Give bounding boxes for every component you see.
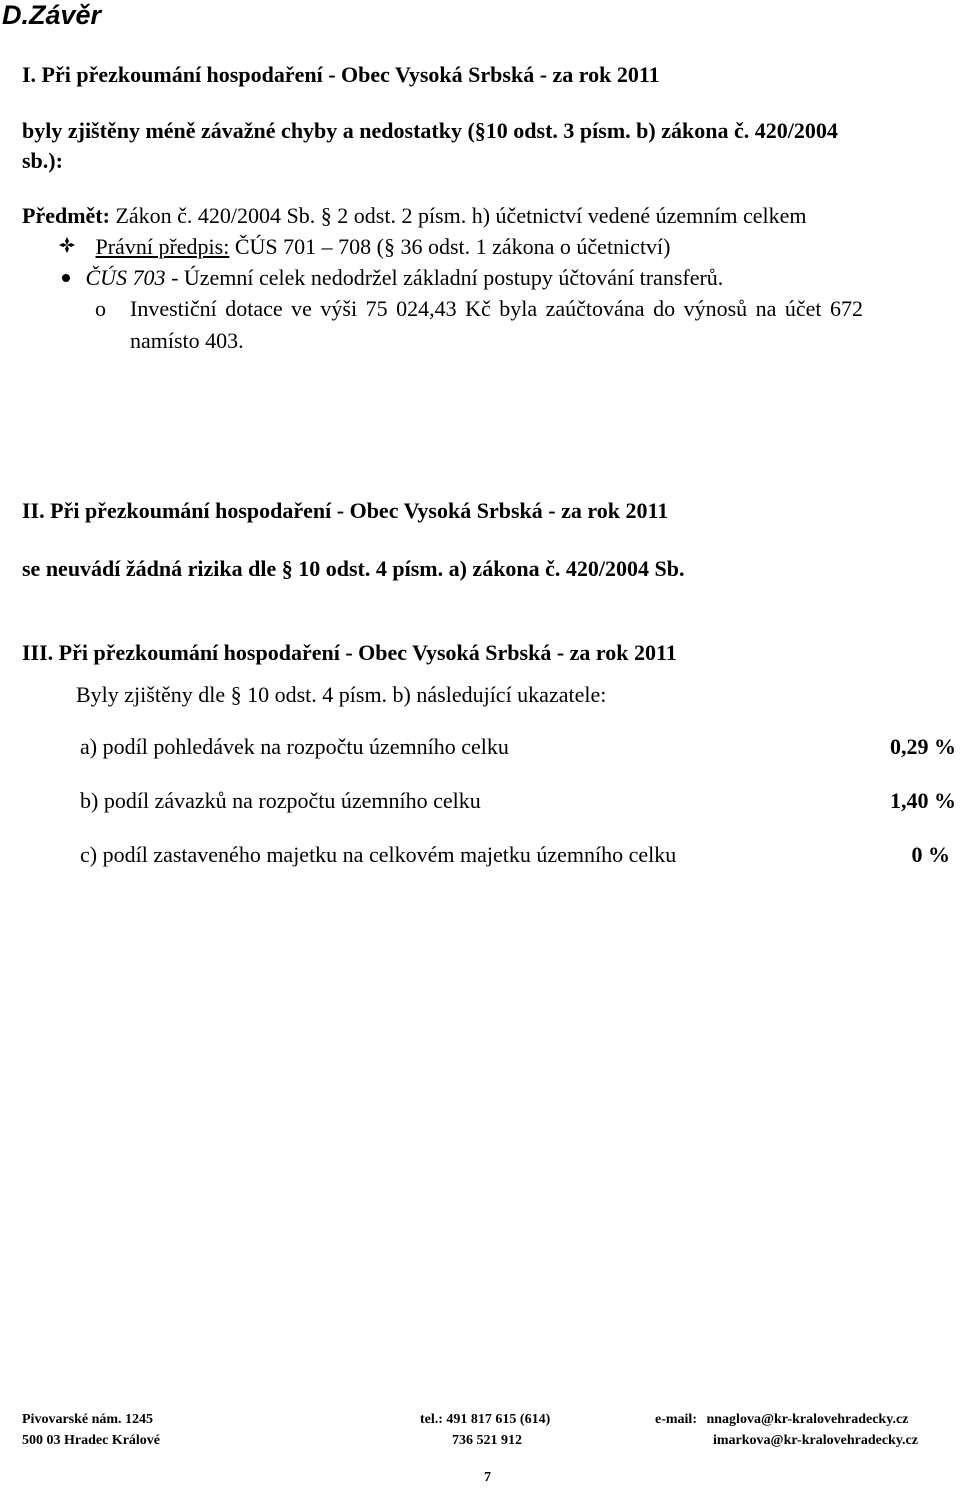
- indicator-label: b) podíl závazků na rozpočtu územního celku: [80, 788, 481, 813]
- section-1-finding-line2: sb.):: [22, 148, 63, 173]
- footer-address-2: 500 03 Hradec Králové: [22, 1433, 161, 1448]
- detail-marker: o: [95, 296, 106, 321]
- footer-tel-2: 736 521 912: [452, 1433, 522, 1448]
- legal-text: ČÚS 701 – 708 (§ 36 odst. 1 zákona o účetnictví): [234, 234, 671, 259]
- subject-label: Předmět:: [22, 203, 110, 228]
- indicator-label: c) podíl zastaveného majetku na celkovém majetku územního celku: [80, 842, 677, 867]
- diamond-bullet-icon: [58, 234, 80, 260]
- bullet-icon: [62, 274, 70, 282]
- indicator-value: 1,40 %: [890, 788, 956, 813]
- section-1-finding-line1: byly zjištěny méně závažné chyby a nedostatky (§10 odst. 3 písm. b) zákona č. 420/2004: [22, 118, 838, 143]
- indicator-label: a) podíl pohledávek na rozpočtu územního celku: [80, 734, 509, 759]
- indicator-row: [80, 842, 950, 868]
- cus-line: [62, 265, 723, 291]
- footer-email-2[interactable]: imarkova@kr-kralovehradecky.cz: [713, 1433, 918, 1448]
- cus-text: - Územní celek nedodržel základní postupy účtování transferů.: [165, 265, 724, 290]
- detail-line1-wrap: [130, 296, 955, 322]
- section-3-intro: Byly zjištěny dle § 10 odst. 4 písm. b) následující ukazatele:: [76, 682, 607, 707]
- footer-email-1[interactable]: nnaglova@kr-kralovehradecky.cz: [706, 1412, 909, 1427]
- cus-italic: ČÚS 703: [85, 265, 166, 290]
- indicator-value: 0 %: [911, 842, 950, 867]
- indicator-row: [80, 734, 956, 760]
- legal-line: [58, 234, 671, 260]
- subject-text: Zákon č. 420/2004 Sb. § 2 odst. 2 písm. h) účetnictví vedené územním celkem: [115, 203, 807, 228]
- page-heading: D.Závěr: [2, 0, 102, 30]
- subject-line: [22, 203, 806, 229]
- section-3-title: III. Při přezkoumání hospodaření - Obec Vysoká Srbská - za rok 2011: [22, 640, 677, 665]
- indicator-row: [80, 788, 956, 814]
- detail-line1: Investiční dotace ve výši 75 024,43 Kč byla zaúčtována do výnosů na účet 672: [130, 296, 864, 321]
- section-1-title: I. Při přezkoumání hospodaření - Obec Vysoká Srbská - za rok 2011: [22, 62, 660, 87]
- detail-line2: namísto 403.: [130, 328, 244, 353]
- indicator-value: 0,29 %: [890, 734, 956, 759]
- section-2-title: II. Při přezkoumání hospodaření - Obec Vysoká Srbská - za rok 2011: [22, 498, 669, 523]
- page-number: 7: [484, 1470, 491, 1485]
- section-2-text: se neuvádí žádná rizika dle § 10 odst. 4 písm. a) zákona č. 420/2004 Sb.: [22, 556, 685, 581]
- footer-email-label: e-mail:: [655, 1412, 697, 1427]
- footer-email-line: [655, 1412, 908, 1428]
- footer-tel-1: tel.: 491 817 615 (614): [420, 1412, 551, 1427]
- legal-label: Právní předpis:: [95, 234, 230, 259]
- footer-address-1: Pivovarské nám. 1245: [22, 1412, 154, 1427]
